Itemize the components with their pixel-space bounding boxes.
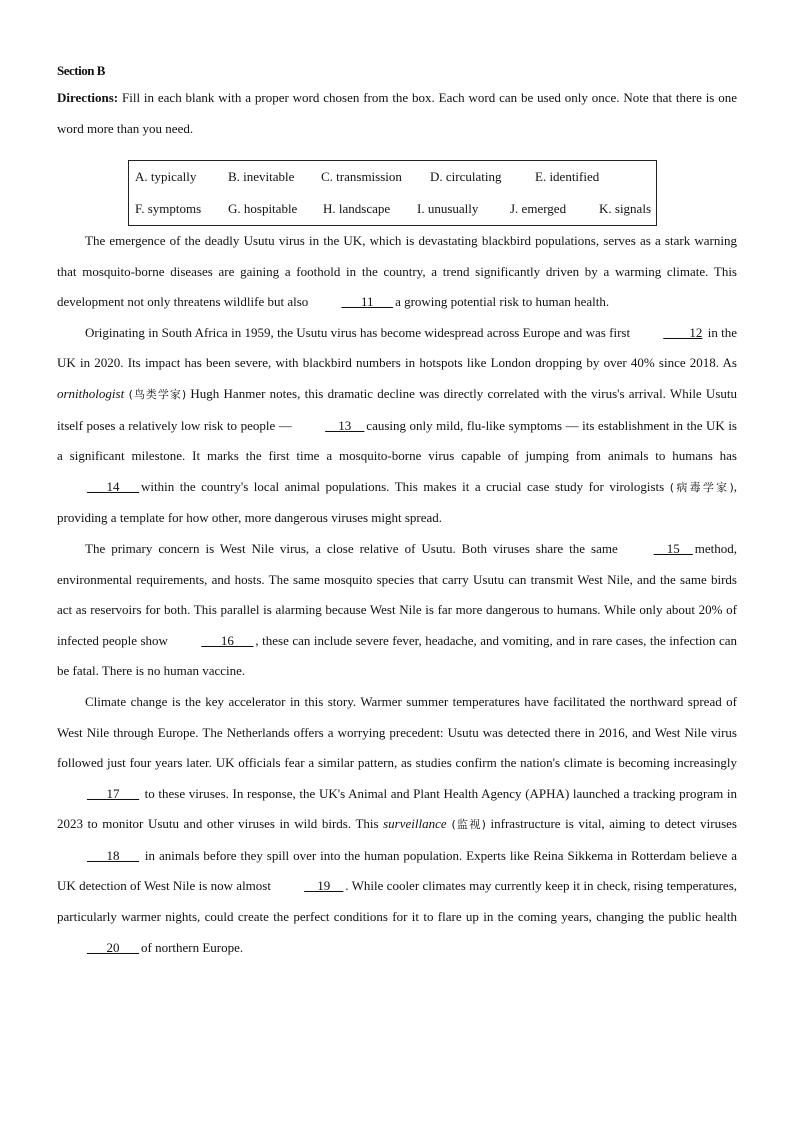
p2-text-d: causing only mild, flu-like symptoms — its establishment in the UK is a significant milestone. It marks the first time a mosquito-borne virus capable of jumping from animals to humans has	[57, 417, 737, 464]
worksheet-page	[57, 60, 737, 963]
word-option-h: H. landscape	[323, 201, 391, 216]
word-option-j: J. emerged	[510, 201, 567, 216]
word-option-d: D. circulating	[430, 169, 502, 184]
blank-16: ___16___	[201, 632, 254, 648]
blank-19: __19__	[304, 878, 344, 894]
word-option-b: B. inevitable	[228, 169, 295, 184]
directions-label: Directions:	[57, 90, 119, 105]
blank-17: ___17___	[87, 785, 139, 801]
blank-14: ___14___	[87, 478, 139, 494]
p4-text-f: of northern Europe.	[141, 939, 244, 955]
word-option-i: I. unusually	[417, 201, 479, 216]
blank-13: __13__	[325, 417, 365, 433]
p2-text-b: in the UK in 2020. Its impact has been severe, with blackbird numbers in hotspots like London dropping by over 40% since 2018. As	[57, 324, 738, 371]
word-box-row-2	[135, 193, 656, 225]
paragraph-4	[57, 687, 737, 963]
word-option-g: G. hospitable	[228, 201, 298, 216]
p2-text-e: within the country's local animal populations. This makes it a crucial case study for virologists	[141, 478, 670, 494]
p2-text-a: Originating in South Africa in 1959, the Usutu virus has become widespread across Europe and was first	[85, 324, 634, 340]
paragraph-2	[57, 318, 737, 534]
p1-text-b: a growing potential risk to human health.	[395, 294, 610, 310]
p3-text-b: method, environmental requirements, and hosts. The same mosquito species that carry Usutu can transmit West Nile, and the same birds act as reservoirs for both. This parallel is alarming because West Nile is far more dangerous to humans. While only about 20% of infected people show	[57, 540, 737, 648]
p4-text-e: . While cooler climates may currently keep it in check, rising temperatures, particularly warmer nights, could create the perfect conditions for it to flare up in the coming years, changing the public health	[57, 878, 738, 925]
paragraph-3	[57, 534, 737, 687]
gloss-virologists: (病毒学家)	[669, 480, 734, 494]
word-option-a: A. typically	[135, 169, 197, 184]
p4-text-d: in animals before they spill over into the human population. Experts like Reina Sikkema in Rotterdam believe a UK detection of West Nile is now almost	[57, 847, 737, 894]
p2-text-f: , providing a template for how other, more dangerous viruses might spread.	[57, 478, 737, 526]
blank-11: ___11___	[341, 294, 394, 310]
gloss-ornithologist: (鸟类学家)	[124, 387, 187, 401]
p3-text-a: The primary concern is West Nile virus, a close relative of Usutu. Both viruses share the same	[85, 540, 624, 556]
directions	[57, 82, 737, 144]
term-ornithologist: ornithologist	[57, 385, 125, 401]
blank-18: ___18___	[87, 847, 139, 863]
word-box-row-1	[135, 161, 656, 193]
term-surveillance: surveillance	[383, 816, 447, 832]
section-title: Section B	[57, 63, 105, 78]
p3-text-c: , these can include severe fever, headache, and vomiting, and in rare cases, the infection can be fatal. There is no human vaccine.	[57, 632, 738, 679]
word-option-e: E. identified	[535, 169, 600, 184]
word-option-k: K. signals	[599, 201, 651, 216]
word-option-c: C. transmission	[321, 169, 402, 184]
p4-text-a: Climate change is the key accelerator in this story. Warmer summer temperatures have facilitated the northward spread of West Nile through Europe. The Netherlands offers a worrying precedent: Usutu was detected there in 2016, and West Nile virus followed just four years later. UK officials fear a similar pattern, as studies confirm the nation's climate is becoming increasingly	[57, 693, 737, 771]
word-box	[128, 160, 657, 226]
directions-text: Fill in each blank with a proper word chosen from the box. Each word can be used only once. Note that there is one word more than you need.	[57, 90, 737, 136]
gloss-surveillance: (监视)	[446, 818, 486, 832]
p4-text-c: infrastructure is vital, aiming to detect viruses	[485, 816, 737, 832]
p4-text-b: to these viruses. In response, the UK's Animal and Plant Health Agency (APHA) launched a tracking program in 2023 to monitor Usutu and other viruses in wild birds. This	[57, 785, 737, 832]
blank-15: __15__	[653, 540, 693, 556]
word-option-f: F. symptoms	[135, 201, 202, 216]
blank-12: ____12	[663, 324, 703, 340]
p1-text-a: The emergence of the deadly Usutu virus in the UK, which is devastating blackbird populations, serves as a stark warning that mosquito-borne diseases are gaining a foothold in the country, a trend significantly driven by a warming climate. This development not only threatens wildlife but also	[57, 233, 737, 310]
p2-text-c: Hugh Hanmer notes, this dramatic decline was directly correlated with the virus's arrival. While Usutu itself poses a relatively low risk to people —	[57, 385, 737, 433]
blank-20: ___20___	[87, 939, 139, 955]
paragraph-1	[57, 226, 737, 318]
